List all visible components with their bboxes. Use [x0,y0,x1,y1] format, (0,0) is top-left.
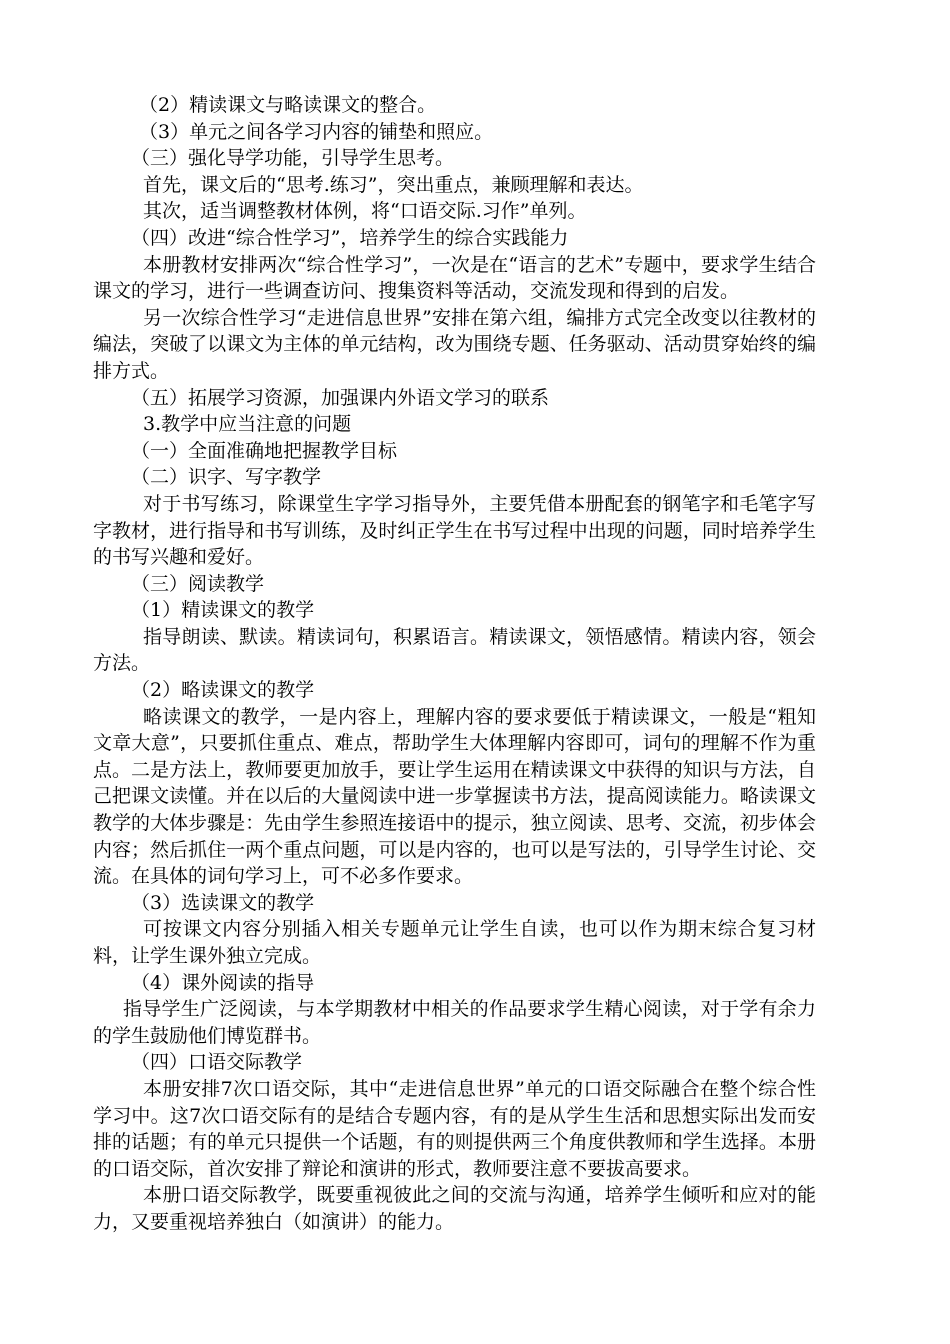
paragraph-25: 本册口语交际教学，既要重视彼此之间的交流与沟通，培养学生倾听和应对的能力，又要重视培养独白（如演讲）的能力。 [93,1184,816,1233]
heading-17: （2）略读课文的教学 [131,679,315,702]
paragraph-22: 指导学生广泛阅读，与本学期教材中相关的作品要求学生精心阅读，对于学有余力的学生鼓励他们博览群书。 [93,998,816,1047]
heading-9: （五）拓展学习资源，加强课内外语文学习的联系 [131,386,550,409]
paragraph-1: （2）精读课文与略读课文的整合。 [139,94,437,116]
heading-15: （1）精读课文的教学 [131,599,315,622]
heading-21: （4）课外阅读的指导 [131,971,315,994]
heading-6: （四）改进“综合性学习”，培养学生的综合实践能力 [131,226,569,249]
paragraph-2: （3）单元之间各学习内容的铺垫和照应。 [139,120,494,143]
heading-14: （三）阅读教学 [131,572,265,595]
document-body [93,92,816,1236]
heading-3: （三）强化导学功能，引导学生思考。 [131,147,455,170]
paragraph-18: 略读课文的教学，一是内容上，理解内容的要求要低于精读课文，一般是“粗知文章大意”，只要抓住重点、难点，帮助学生大体理解内容即可，词句的理解不作为重点。二是方法上，教师要更加放手，要让学生运用在精读课文中获得的知识与方法，自己把课文读懂。并在以后的大量阅读中进一步掌握读书方法，提高阅读能力。略读课文教学的大体步骤是：先由学生参照连接语中的提示，独立阅读、思考、交流，初步体会内容；然后抓住一两个重点问题，可以是内容的，也可以是写法的，引导学生讨论、交流。在具体的词句学习上，可不必多作要求。 [93,705,816,888]
paragraph-7: 本册教材安排两次“综合性学习”，一次是在“语言的艺术”专题中，要求学生结合课文的学习，进行一些调查访问、搜集资料等活动，交流发现和得到的启发。 [93,253,816,303]
heading-23: （四）口语交际教学 [131,1051,303,1074]
heading-10: 3.教学中应当注意的问题 [143,413,352,436]
heading-12: （二）识字、写字教学 [131,466,322,489]
paragraph-5: 其次，适当调整教材体例，将“口语交际.习作”单列。 [143,200,587,223]
paragraph-20: 可按课文内容分别插入相关专题单元让学生自读，也可以作为期末综合复习材料，让学生课外独立完成。 [93,918,816,967]
paragraph-8: 另一次综合性学习“走进信息世界”安排在第六组，编排方式完全改变以往教材的编法，突破了以课文为主体的单元结构，改为围绕专题、任务驱动、活动贯穿始终的编排方式。 [93,306,816,382]
paragraph-13: 对于书写练习，除课堂生字学习指导外，主要凭借本册配套的钢笔字和毛笔字写字教材，进行指导和书写训练，及时纠正学生在书写过程中出现的问题，同时培养学生的书写兴趣和爱好。 [93,492,816,569]
heading-19: （3）选读课文的教学 [131,891,315,914]
heading-11: （一）全面准确地把握教学目标 [131,439,398,462]
paragraph-16: 指导朗读、默读。精读词句，积累语言。精读课文，领悟感情。精读内容，领会方法。 [93,625,816,675]
paragraph-24: 本册安排7次口语交际，其中“走进信息世界”单元的口语交际融合在整个综合性学习中。这7次口语交际有的是结合专题内容，有的是从学生生活和思想实际出发而安排的话题；有的单元只提供一个话题，有的则提供两三个角度供教师和学生选择。本册的口语交际，首次安排了辩论和演讲的形式，教师要注意不要拔高要求。 [93,1077,816,1180]
paragraph-4: 首先，课文后的“思考.练习”，突出重点，兼顾理解和表达。 [143,173,644,196]
